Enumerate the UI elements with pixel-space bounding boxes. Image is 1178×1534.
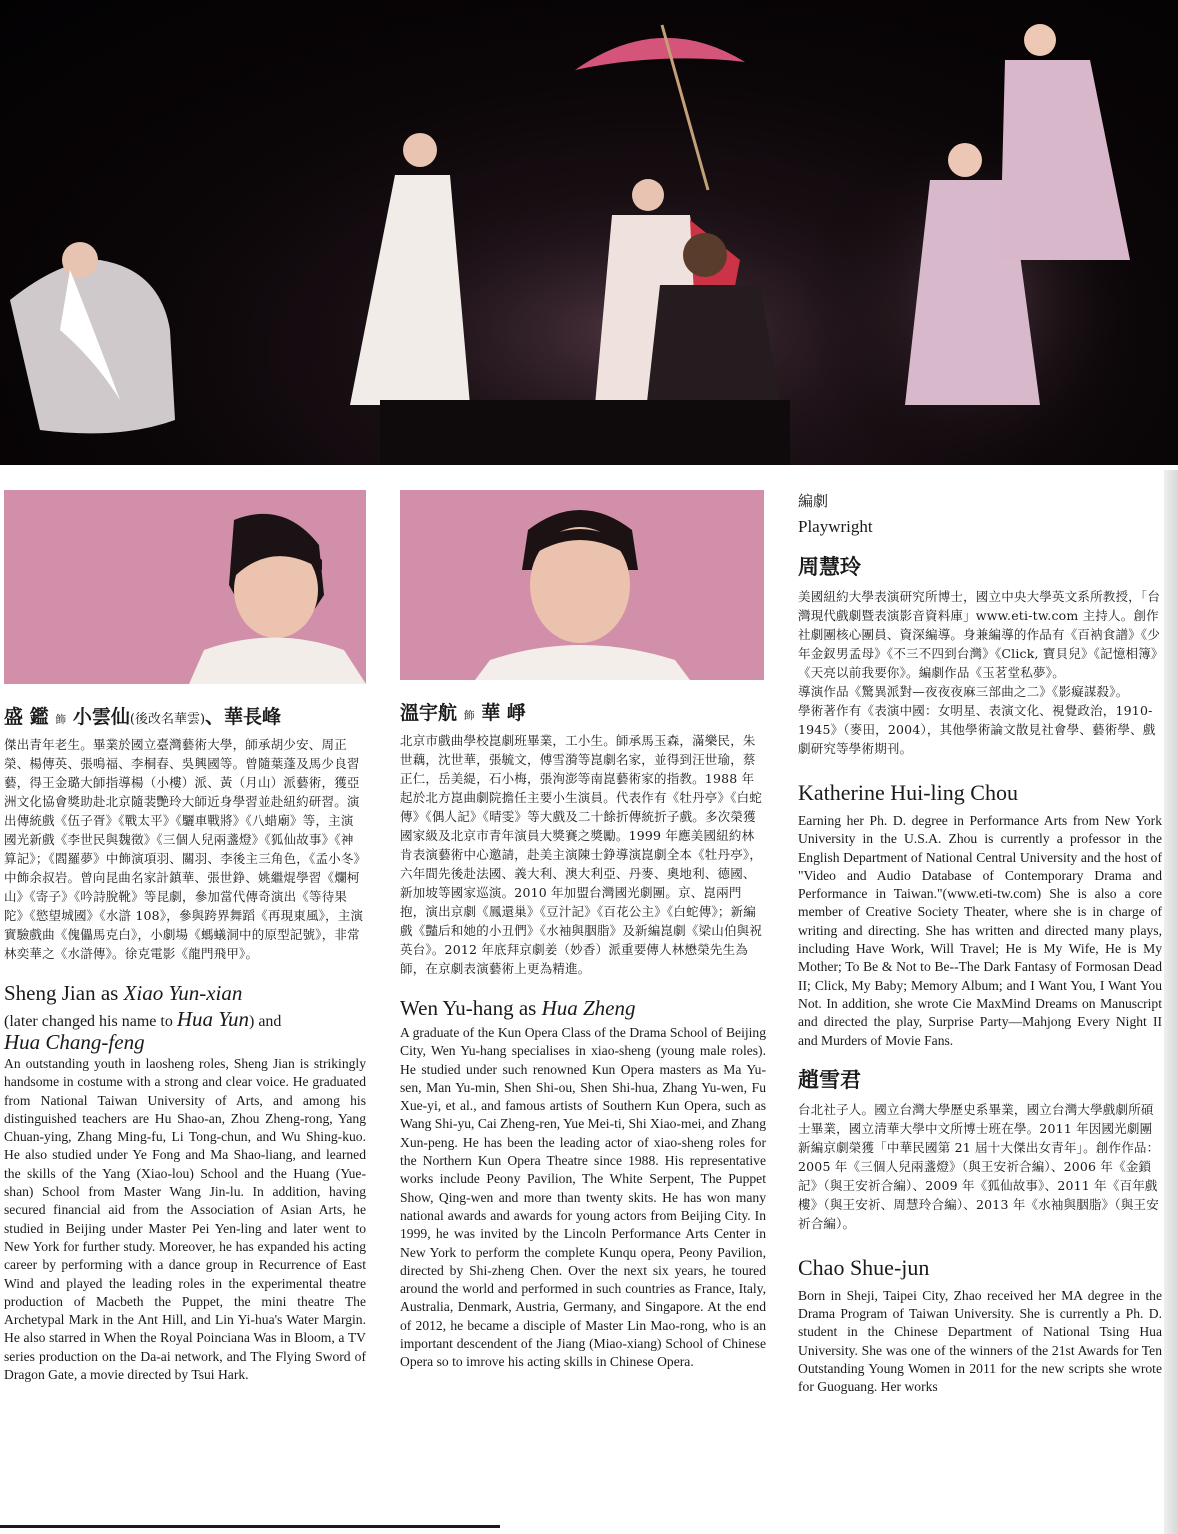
sheng-en-subheading xyxy=(4,1009,366,1055)
wen-zh-name: 溫宇航 xyxy=(400,702,458,724)
wen-en-head-a: Wen Yu-hang as xyxy=(400,996,542,1020)
portrait-wen-yu-hang-image xyxy=(400,490,764,680)
chao-en-bio: Born in Sheji, Taipei City, Zhao received her MA degree in the Drama Program of Taiwan University. She is currently a Ph. D. student in the Chinese Department of National Tsing Hua University. She was one of the winners of the 21st Awards for Ten Outstanding Young Women in 2011 for the new scripts she wrote for Guoguang. Her works xyxy=(798,1287,1162,1395)
portrait-sheng-jian xyxy=(4,490,366,684)
wen-zh-as: 飾 xyxy=(463,709,475,722)
sheng-en-head-a: Sheng Jian as xyxy=(4,981,124,1005)
sheng-zh-name: 盛 鑑 xyxy=(4,706,49,728)
column-wen-yu-hang xyxy=(400,490,766,1372)
sheng-zh-bio: 傑出青年老生。畢業於國立臺灣藝術大學，師承胡少安、周正榮、楊傳英、張鳴福、李桐春、吳興國等。曾隨葉蓬及馬少良習藝，得王金璐大師指導楊（小樓）派、黃（月山）派藝術，獲亞洲文化協會獎助赴北京隨裴艷玲大師近身學習並赴紐約研習。演出傳統戲《伍子胥》《戰太平》《驪車戰將》《八蜡廟》等，主演國光新戲《李世民與魏徵》《三個人兒兩盞燈》《狐仙故事》《神算記》；《閻羅夢》中飾演項羽、關羽、李後主三角色，《孟小冬》中飾余叔岩。曾向昆曲名家計鎮華、張世錚、姚繼焜學習《爛柯山》《寄子》《吟詩脫靴》等昆劇，參加當代傳奇演出《等待果陀》《慾望城國》《水滸 108》，參與跨界舞蹈《再現東風》，主演實驗戲曲《傀儡馬克白》，小劇場《螞蟻洞中的原型記號》，非常林奕華之《水滸傳》。徐克電影《龍門飛甲》。 xyxy=(4,737,364,961)
wen-zh-bio: 北京市戲曲學校崑劇班畢業，工小生。師承馬玉森，滿樂民，朱世藕，沈世華，張毓文，傅雪漪等崑劇名家，並得到汪世瑜，蔡正仁，岳美緹，石小梅，張洵澎等南崑藝術家的指教。1988 年起於北方崑曲劇院擔任主要小生演員。代表作有《牡丹亭》《白蛇傳》《偶人記》《晴雯》等大戲及二十餘折傳統折子戲。多次榮獲國家級及北京市青年演員大獎賽之獎勵。1999 年應美國紐約林肯表演藝術中心邀請，赴美主演陳士錚導演崑劇全本《牡丹亭》，六年間先後赴法國、義大利、澳大利亞、丹麥、奧地利、德國、新加坡等國家巡演。2010 年加盟台灣國光劇團。京、崑兩門抱，演出京劇《鳳還巢》《豆汁記》《百花公主》《白蛇傳》；新編戲《豔后和她的小丑們》《水袖與胭脂》及新編崑劇《梁山伯與祝英台》。2012 年底拜京劇姜（妙香）派重要傳人林懋榮先生為師，在京劇表演藝術上更為精進。 xyxy=(400,733,763,976)
chou-en-name: Katherine Hui-ling Chou xyxy=(798,780,1018,805)
column-sheng-jian xyxy=(4,490,366,1384)
wen-zh-heading xyxy=(400,698,766,725)
wen-en-head-b: Hua Zheng xyxy=(541,996,636,1020)
figure-elder xyxy=(10,242,175,433)
playwright-role-en: Playwright xyxy=(798,517,873,536)
playwright-role-zh: 編劇 xyxy=(798,492,829,510)
sheng-zh-role: 小雲仙 xyxy=(72,706,130,728)
sheng-en-head-b: Xiao Yun-xian xyxy=(123,981,243,1005)
sheng-zh-as: 飾 xyxy=(55,713,67,726)
bottom-rule xyxy=(0,1525,500,1528)
portrait-sheng-jian-image xyxy=(4,490,366,684)
wen-en-bio: A graduate of the Kun Opera Class of the Drama School of Beijing City, Wen Yu-hang specialises in xiao-sheng (young male roles). He studied under such renowned Kun Opera masters as Ma Yu-sen, Man Yu-min, Shen Shi-ou, Shen Shi-hua, Zhang Yu-wen, Fu Xue-yi, et al., and famous artists of Southern Kun Opera, such as Wang Shi-yu, Cai Zheng-ren, Yue Mei-ti, Shi Xiao-mei, and Zhang Xun-peng. He has been the leading actor of xiao-sheng roles for the Northern Kun Opera Theatre since 1988. His representative works include Peony Pavilion, The White Serpent, The Puppet Show, Qing-wen and more than twenty skits. He has won many national awards and awards for young actors from Beijing City. In 1999, he was invited by the Lincoln Performance Arts Center in New York to perform the complete Kunqu opera, Peony Pavilion, directed by Shi-zheng Chen. Over the next six years, he toured around the world and performed in such countries as France, Italy, Australia, Denmark, Austria, Germany, and Singapore. At the end of 2012, he became a disciple of Master Lin Mao-rong, who is an important descendent of the Jiang (Miao-xiang) School of Chinese Opera so to imrove his acting skills in Chinese Opera. xyxy=(400,1025,766,1370)
sheng-en-bio: An outstanding youth in laosheng roles, Sheng Jian is strikingly handsome in costume with a strong and clear voice. He graduated from National Taiwan University of Arts, and among his distinguished teachers are Hu Shao-an, Zhou Zheng-rong, Yang Chuan-ying, Zhang Ming-fu, Li Tong-chun, and Wu Shing-kuo. He also studied under Ye Fong and Ma Shao-liang, and learned the skills of the Yang (Xiao-lou) School and the Huang (Yue-shan) School from Master Wang Jin-lu. In addition, having secured financial aid from the Association of Asian Arts, he studied in Beijing under Master Pei Yen-ling and later went to New York for further study. Moreover, he has expanded his acting career by performing with a dance group in Recurrence of East Wind and played the leading roles in the experimental theatre production of Macbeth the Puppet, the mini theatre The Archetypal Mark in the Ant Hill, and Lin Yi-hua's Water Margin. He also starred in When the Royal Poinciana Was in Bloom, a TV series production on the Da-ai network, and The Flying Sword of Dragon Gate, a movie directed by Tsui Hark. xyxy=(4,1056,366,1383)
page-edge xyxy=(1164,470,1178,1534)
figure-top-right xyxy=(1000,24,1130,260)
stage-photo xyxy=(0,0,1178,465)
sheng-zh-heading xyxy=(4,702,366,729)
sheng-en-sub-c: ) and xyxy=(249,1013,282,1030)
sheng-en-heading xyxy=(4,981,366,1005)
column-playwright xyxy=(798,490,1162,1397)
chou-zh-bio: 美國紐約大學表演研究所博士，國立中央大學英文系所教授，「台灣現代戲劇暨表演影音資料庫」www.eti-tw.com 主持人。創作社劇團核心團員、資深編導。身兼編導的作品有《百衲食譜》《少年金釵男孟母》《不三不四到台灣》《Click, 寶貝兒》《記憶相簿》《天亮以前我要你》。編劇作品《玉茗堂私夢》。 導演作品《驚異派對—夜夜夜麻三部曲之二》《影癡謀殺》。 學術著作有《表演中國：女明星、表演文化、視覺政治，1910-1945》（麥田，2004），其他學術論文散見社會學、藝術學、戲劇研究等學術期刊。 xyxy=(798,589,1161,756)
sheng-zh-tail: 、華長峰 xyxy=(205,706,282,728)
chou-zh-name: 周慧玲 xyxy=(798,554,861,579)
chao-zh-name: 趙雪君 xyxy=(798,1066,861,1092)
chou-en-bio: Earning her Ph. D. degree in Performance Arts from New York University in the U.S.A. Zhou is currently a professor in the English Department of National Central University and the host of "Video and Audio Database of Contemporary Drama and Performance in Taiwan."(www.eti-tw.com) She is also a core member of Creative Society Theater, where she is in charge of writing and directing. She has written and directed many plays, including Have Work, Will Travel; He is My Wife, He is My Mother; To Be & Not to Be--The Dark Fantasy of Formosan Dead II; Click, My Baby; Memory Album; and I Want You, I Want You Not. In addition, she wrote Cie MaxMind Dreams on Manuscript and directed the play, Surprise Party—Mahjong Every Night II and Murders of Movie Fans. xyxy=(798,813,1162,1048)
sheng-zh-paren: (後改名華雲) xyxy=(129,712,206,727)
sheng-en-sub-a: (later changed his name to xyxy=(4,1013,177,1030)
wen-en-heading xyxy=(400,996,766,1020)
stage-scene xyxy=(0,0,1178,465)
portrait-wen-yu-hang xyxy=(400,490,764,680)
wen-zh-role: 華 崢 xyxy=(481,702,526,724)
chao-zh-bio: 台北社子人。國立台灣大學歷史系畢業，國立台灣大學戲劇所碩士畢業，國立清華大學中文所博士班在學。2011 年因國光劇團新編京劇榮獲「中華民國第 21 屆十大傑出女青年」。創作作品：2005 年《三個人兒兩盞燈》（與王安祈合編）、2006 年《金鎖記》（與王安祈合編）、2009 年《狐仙故事》、2011 年《百年戲樓》（與王安祈、周慧玲合編）、2013 年《水袖與胭脂》（與王安祈合編）。 xyxy=(798,1101,1160,1231)
chao-en-name: Chao Shue-jun xyxy=(798,1254,930,1280)
sheng-en-sub-b: Hua Yun xyxy=(176,1007,249,1031)
sheng-en-sub-d: Hua Chang-feng xyxy=(4,1030,145,1054)
